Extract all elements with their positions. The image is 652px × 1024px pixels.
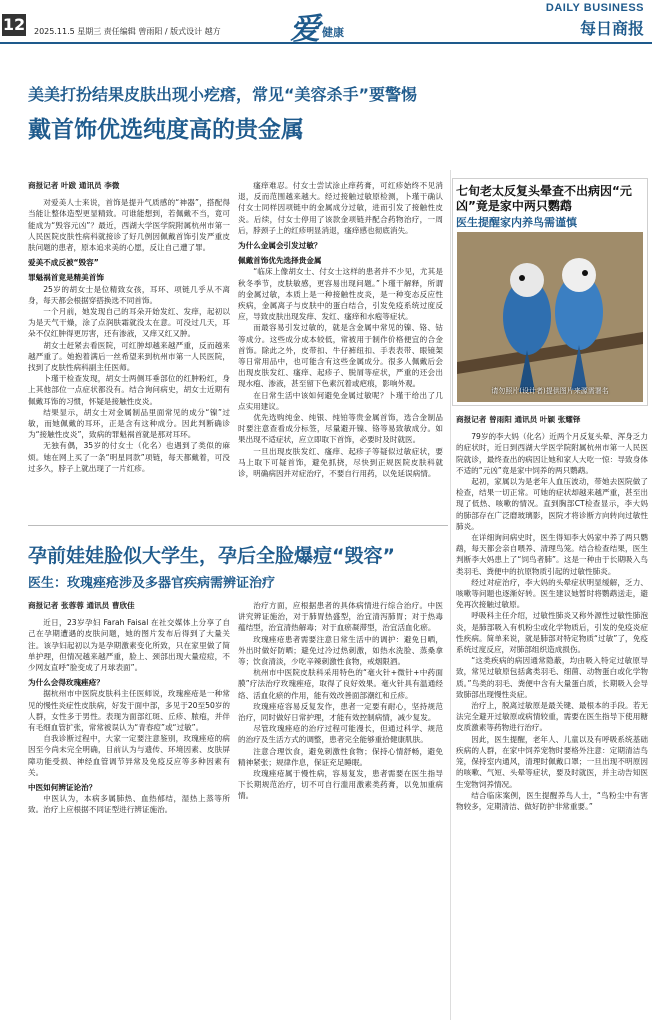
story2-byline: 商报记者 张蓉蓉 通讯员 曹欣佳	[28, 601, 135, 610]
paragraph: “临床上像胡女士、付女士这样的患者并不少见，尤其是秋冬季节，皮肤敏感，更容易出现问题。”卜瑾干解释，所谓的金属过敏，本质上是一种接触性皮炎，是一种变态反应性疾病，金属离子与皮肤中的蛋白结合，引发免疫系统过度反应，导致皮肤出现发痒、发红、瘙痒和水疱等症状。	[238, 267, 443, 322]
subheading: 为什么会得玫瑰痤疮？	[28, 678, 104, 688]
parrot-head-right	[562, 258, 596, 292]
brand-cn: 每日商报	[579, 19, 644, 38]
paragraph: 卜瑾干检查发现，胡女士两侧耳垂部位的红肿粉红，身上其他部位一点症状都没有。结合询问病史，胡女士近期有佩戴耳饰的习惯，怀疑是接触性皮炎。	[28, 374, 230, 406]
paragraph: 而最容易引发过敏的，就是含金属中常见的镍、铬、钴等成分。这些成分成本较低，常被用于制作价格便宜的合金首饰。除此之外，皮带扣、牛仔裤纽扣、手表表带、眼镜架等日常用品中，也可能含有这些金属成分。很多人佩戴后会出现皮肤发红、瘙痒、起疹子、脱屑等症状，严重的还会出现水疱、渗液，甚至留下色素沉着或疤痕，影响外观。	[238, 323, 443, 389]
paragraph: 起初，家属以为是老年人血压波动，带她去医院做了检查，结果一切正常。可她的症状却越来越严重，甚至出现了低热、咳嗽的情况。直到胸部CT检查显示，李大妈的肺部存在广泛磨玻璃影，医院才将诊断方向转向过敏性肺炎。	[456, 477, 648, 531]
paragraph: 对爱美人士来说，首饰是提升气质感的“神器”，搭配得当能让整体造型更显精致。可谁能想到，若佩戴不当，竟可能成为“毁容元凶”？最近，西湖大学医学院附属杭州市第一人民医院皮肤性病科就接诊了好几例因佩戴首饰引发严重皮肤问题的患者，原本追求美的心愿，反让自己遭了罪。	[28, 198, 230, 253]
photo-caption: 请勿照片(设计者)提供图片来源需署名	[491, 387, 609, 395]
parrot-photo	[457, 232, 643, 402]
section-divider	[28, 525, 448, 526]
parrot-head-left	[510, 263, 544, 297]
paragraph: 尽管玫瑰痤疮的治疗过程可能漫长，但通过科学、规范的治疗及生活方式的调整，患者完全能够重拾健康肌肤。	[238, 724, 443, 745]
story2-col2	[238, 600, 443, 1020]
story1-header	[28, 82, 628, 144]
sidebar-byline: 商报记者 曾雨阳 通讯员 叶颖 张耀铎	[456, 415, 581, 424]
story1-col1	[28, 180, 230, 520]
paragraph: 呼吸科主任介绍，过敏性肺炎又称外源性过敏性肺泡炎，是肺部吸入有机粉尘或化学物质后，引发的免疫炎症性疾病。简单来说，就是肺部对特定物质“过敏”了，免疫系统过度反应，对肺部组织造成损伤。	[456, 611, 648, 655]
story1-headline: 戴首饰优选纯度高的贵金属	[28, 117, 304, 143]
sidebar-subtitle: 医生提醒家内养鸟需谨慎	[456, 216, 577, 229]
paragraph: 无独有偶，35岁的付女士（化名）也遇到了类似的麻烦。她在网上买了一条“明星同款”项链，每天都戴着，可没过多久，脖子上就出现了一片红疹。	[28, 441, 230, 473]
paragraph: 治疗方面，应根据患者的具体病情进行综合治疗。中医讲究辨证施治，对于肺胃热盛型，治宜清泻肺胃；对于热毒蕴结型，治宜清热解毒；对于血瘀凝滞型，治宜活血化瘀。	[238, 601, 443, 633]
paragraph: 据杭州市中医院皮肤科主任医师说，玫瑰痤疮是一种常见的慢性炎症性皮肤病，好发于面中部，多见于20至50岁的人群，女性多于男性。表现为面部红斑、丘疹、脓疱，并伴有毛细血管扩张，常常被误认为“青春痘”或“过敏”。	[28, 689, 230, 733]
paragraph: 自我诊断过程中，大家一定要注意鉴别，玫瑰痤疮的病因至今尚未完全明确，目前认为与遗传、环境因素、皮肤屏障功能受损、神经血管调节异常及免疫反应等多种因素有关。	[28, 734, 230, 777]
paragraph: 25岁的胡女士是位精致女孩，耳环、项链几乎从不离身，每天都会根据穿搭换选不同首饰。	[28, 284, 230, 305]
subheading: 中医如何辨证论治？	[28, 783, 97, 793]
paragraph: 79岁的李大妈（化名）近两个月反复头晕、浑身乏力的症状时，近日到西湖大学医学院附属杭州市第一人民医院就诊，最终查出的病因让她和家人大吃一惊：导致身体不适的“元凶”竟是家中饲养的两只鹦鹉。	[456, 432, 648, 475]
paragraph: 玫瑰痤疮患者需要注意日常生活中的调护：避免日晒，外出时做好防晒；避免过冷过热刺激，如热水洗脸、蒸桑拿等；饮食清淡，少吃辛辣刺激性食物，戒烟限酒。	[238, 634, 443, 667]
paragraph: 经过对症治疗，李大妈的头晕症状明显缓解，乏力、咳嗽等问题也逐渐好转。医生建议她暂时将鹦鹉送走，避免再次接触过敏原。	[456, 577, 648, 610]
paragraph: 治疗上，脱离过敏原是最关键、最根本的手段。若无法完全避开过敏原或病情较重，需要在医生指导下使用糖皮质激素等药物进行治疗。	[456, 701, 648, 733]
subheading: 佩戴首饰优先选择贵金属	[238, 256, 322, 266]
paragraph: 在详细询问病史时，医生得知李大妈家中养了两只鹦鹉，每天都会亲自喂养、清理鸟笼。结合检查结果，医生判断李大妈患上了“饲鸟者肺”。这是一种由于长期吸入鸟类羽毛、粪便中的抗原物质引起的过敏性肺炎。	[456, 533, 648, 576]
paragraph: 近日，23岁孕妇 Farah Faisal 在社交媒体上分享了自己在孕期遭遇的皮肤问题，她的图片发布后得到了大量关注。该孕妇起初以为是孕期激素变化所致，只在家里做了简单护理，但情况越来越严重，脸上、颈部出现大量痘痘，不少网友直呼“脸变成了月球表面”。	[28, 618, 230, 673]
page-number: 12	[2, 15, 26, 34]
story1-col2	[238, 180, 443, 520]
subheading: 为什么金属会引发过敏？	[238, 241, 322, 251]
brand-en: DAILY BUSINESS	[545, 2, 644, 14]
paragraph: 结果显示，胡女士对金属制品里面常见的成分“镍”过敏，而她佩戴的耳环，正是含有这种成分。因此判断确诊为“接触性皮炎”，致病的罪魁祸首就是那对耳环。	[28, 407, 230, 440]
paragraph: 结合临床案例，医生提醒养鸟人士，“鸟粉尘中有害物较多，定期清洁、做好防护非常重要。”	[456, 790, 648, 811]
subheading: 罪魁祸首竟是精美首饰	[28, 273, 104, 283]
paragraph: 一个月前，她发现自己的耳朵开始发红、发痒，起初以为是天气干燥，涂了点润肤霜就没太在意。可没过几天，耳朵不仅红肿得更厉害，还有渗液，又痒又红又肿。	[28, 307, 230, 339]
story2-header	[28, 541, 448, 591]
section-sub: 健康	[322, 26, 344, 39]
section-char: 爱	[290, 12, 320, 47]
paragraph: 中医认为，本病多属肺热、血热郁结，湿热上蒸等所致。治疗上应根据不同证型进行辨证施治。	[28, 794, 230, 815]
paragraph: “这类疾病的病因通常隐蔽，均由吸入特定过敏原导致，常见过敏原包括禽类羽毛、细菌、动物蛋白或化学物质。”鸟类的羽毛、粪便中含有大量蛋白质，长期吸入会导致肺部出现慢性炎症。	[456, 656, 648, 699]
paragraph: 一旦出现皮肤发红、瘙痒、起疹子等疑似过敏症状，要马上取下可疑首饰，避免抓挠，尽快到正规医院皮肤科就诊，明确病因并对症治疗，不要自行用药，以免延误病情。	[238, 446, 443, 479]
paragraph: 因此，医生提醒，老年人、儿童以及有呼吸系统基础疾病的人群，在家中饲养宠物时要格外注意：定期清洁鸟笼，保持室内通风，清理时佩戴口罩；一旦出现不明原因的咳嗽、气短、头晕等症状，要及时就医，并主动告知医生宠物饲养情况。	[456, 734, 648, 789]
story1-byline: 商报记者 叶跋 通讯员 李微	[28, 181, 120, 190]
paragraph: 杭州市中医院皮肤科采用特色的“毫火针+微针+中药面膜”疗法治疗玫瑰痤疮，取得了良好效果。毫火针具有温通经络、活血化瘀的作用，能有效改善面部潮红和丘疹。	[238, 668, 443, 700]
masthead	[0, 0, 652, 47]
edition-meta: 2025.11.5 星期三 责任编辑 曾雨阳 / 版式设计 越方	[34, 27, 221, 36]
paragraph: 在日常生活中该如何避免金属过敏呢？卜瑾干给出了几点实用建议。	[238, 390, 443, 411]
sidebar-body	[456, 414, 648, 1020]
story2-subhead: 医生：玫瑰痤疮涉及多器官疾病需辨证治疗	[28, 576, 276, 591]
paragraph: 玫瑰痤疮容易反复发作，患者一定要有耐心，坚持规范治疗，同时做好日常护理，才能有效控制病情，减少复发。	[238, 701, 443, 723]
story1-kicker: 美美打扮结果皮肤出现小疙瘩，常见“美容杀手”要警惕	[28, 85, 418, 104]
paragraph: 优先选购纯金、纯银、纯铂等贵金属首饰，选合金制品时要注意查看成分标签，尽量避开镍、铬等易致敏成分。如果出现不适症状，应立即取下首饰，必要时及时就医。	[238, 413, 443, 445]
paragraph: 胡女士赶紧去看医院，可红肿却越来越严重，反而越来越严重了。她抱着满后一丝希望来到杭州市第一人民医院，找到了皮肤性病科副主任医师。	[28, 340, 230, 373]
paragraph: 注意合理饮食，避免刺激性食物；保持心情舒畅，避免精神紧张；规律作息，保证充足睡眠。	[238, 746, 443, 767]
parrot-illustration	[457, 232, 643, 402]
paragraph: 瘙痒难忍。付女士尝试涂止痒药膏，可红疹始终不见消退，反而范围越来越大。经过接触过敏原检测，卜瑾干确认付女士同样因项链中的金属成分过敏，进而引发了接触性皮炎。后续，付女士停用了该款金项链并配合药物治疗，一周后，脖颈子上的红疹明显消退，瘙痒感也彻底消失。	[238, 181, 443, 235]
column-divider	[450, 170, 451, 1020]
paragraph: 玫瑰痤疮属于慢性病，容易复发，患者需要在医生指导下长期规范治疗，切不可自行滥用激素类药膏，以免加重病情。	[238, 769, 443, 801]
sidebar-title: 七旬老太反复头晕查不出病因“元凶”竟是家中两只鹦鹉	[456, 184, 632, 213]
story2-headline: 孕前娃娃脸似大学生，孕后全脸爆痘“毁容”	[28, 545, 395, 567]
subheading: 爱美不成反被“毁容”	[28, 258, 99, 268]
story2-col1	[28, 600, 230, 1020]
